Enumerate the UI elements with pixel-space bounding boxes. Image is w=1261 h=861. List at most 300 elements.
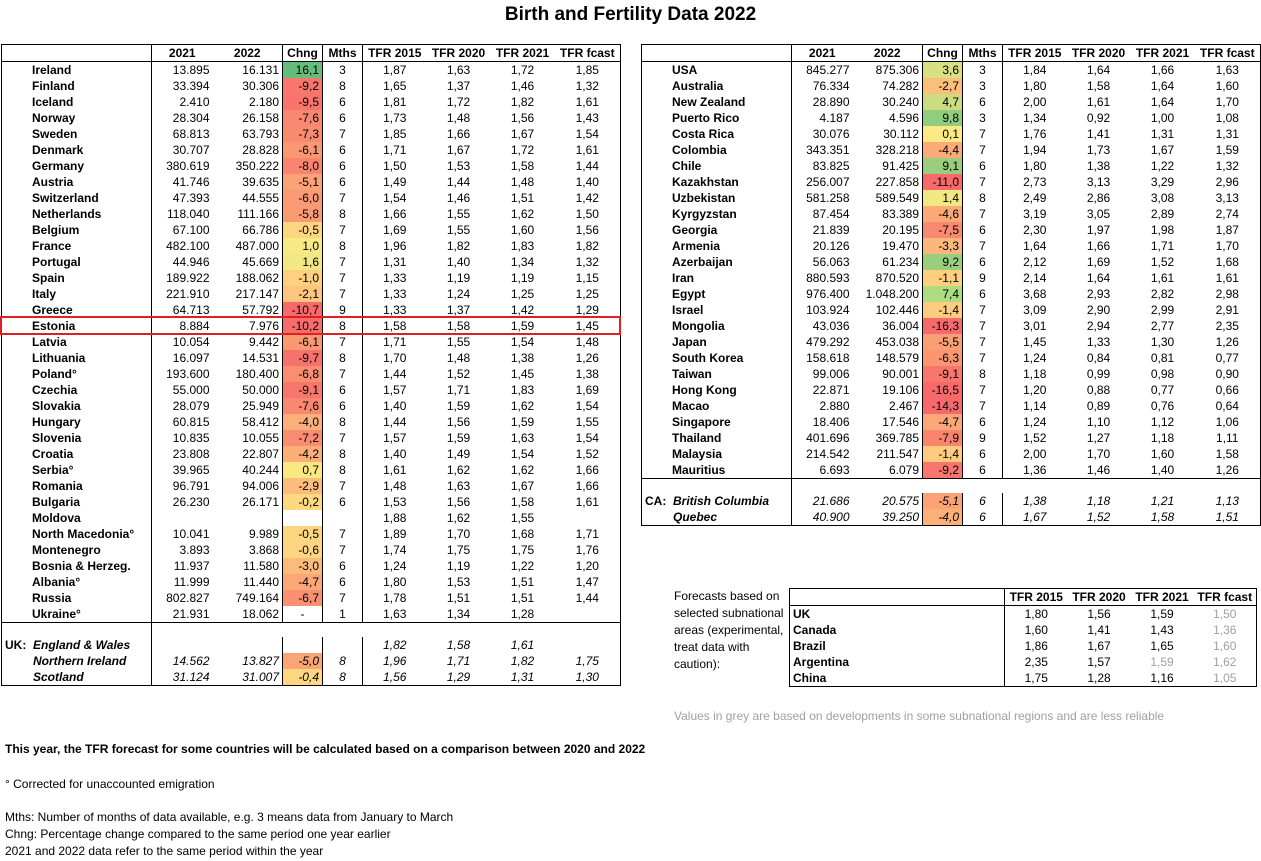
tfr-forecast: 1,87 bbox=[1195, 222, 1261, 238]
tfr-2015: 1,49 bbox=[383, 175, 407, 189]
country-label: Serbia° bbox=[32, 463, 74, 477]
country-label: Mongolia bbox=[672, 319, 725, 333]
value-2022: 2.467 bbox=[853, 398, 923, 414]
value-2022: 2.180 bbox=[213, 94, 283, 110]
table-row bbox=[642, 254, 1261, 270]
country-label: Armenia bbox=[672, 239, 721, 253]
value-2022: 31.007 bbox=[213, 669, 283, 686]
country-name bbox=[2, 558, 152, 574]
spacer-cell bbox=[792, 479, 853, 494]
table-row bbox=[2, 446, 621, 462]
months-cell: 7 bbox=[963, 238, 1003, 254]
tfr-2015: 1,50 bbox=[383, 159, 407, 173]
tfr-2020: 1,82 bbox=[446, 239, 471, 253]
tfr-2015: 1,89 bbox=[383, 527, 407, 541]
table-row bbox=[2, 286, 621, 302]
tfr-2020: 1,49 bbox=[446, 447, 471, 461]
tfr-forecast: 1,44 bbox=[555, 158, 621, 174]
tfr-forecast: 1,62 bbox=[1194, 654, 1257, 670]
change-cell: -7,6 bbox=[283, 110, 323, 126]
table-row bbox=[2, 270, 621, 286]
column-header: TFR 2021 bbox=[491, 45, 555, 62]
country-name bbox=[642, 158, 792, 174]
tfr-2020: 1,37 bbox=[446, 303, 471, 317]
country-name bbox=[642, 142, 792, 158]
country-label: Thailand bbox=[672, 431, 722, 445]
table-row bbox=[2, 414, 621, 430]
country-label: New Zealand bbox=[672, 95, 746, 109]
tfr-2020: 1,24 bbox=[446, 287, 471, 301]
table-row bbox=[642, 509, 1261, 526]
change-cell: -6,1 bbox=[283, 334, 323, 350]
tfr-2021: 1,61 bbox=[510, 638, 535, 652]
value-2021: 28.079 bbox=[172, 399, 210, 413]
tfr-2021: 1,19 bbox=[510, 271, 535, 285]
spacer-cell bbox=[963, 479, 1003, 494]
tfr-2015: 1,24 bbox=[1023, 351, 1047, 365]
tfr-2020: 1,56 bbox=[446, 415, 471, 429]
tfr-2020: 1,55 bbox=[446, 223, 471, 237]
table-row bbox=[642, 222, 1261, 238]
country-name bbox=[642, 254, 792, 270]
tfr-2021: 1,48 bbox=[510, 175, 535, 189]
country-label: North Macedonia° bbox=[32, 527, 135, 541]
country-name bbox=[2, 110, 152, 126]
tfr-2015: 1,54 bbox=[383, 191, 407, 205]
tfr-2015: 1,20 bbox=[1023, 383, 1047, 397]
months-cell: 7 bbox=[963, 126, 1003, 142]
tfr-forecast: 1,50 bbox=[555, 206, 621, 222]
table-row bbox=[2, 462, 621, 478]
table-row bbox=[642, 334, 1261, 350]
change-cell: -16,3 bbox=[923, 318, 963, 334]
tfr-2021: 1,59 bbox=[1150, 655, 1174, 669]
tfr-2020: 1,18 bbox=[1086, 494, 1111, 508]
tfr-2020: 1,55 bbox=[446, 207, 471, 221]
change-cell: -6,7 bbox=[283, 590, 323, 606]
table-row bbox=[2, 510, 621, 526]
country-name bbox=[2, 606, 152, 623]
tfr-2015: 1,71 bbox=[383, 335, 407, 349]
value-2021: 13.895 bbox=[172, 63, 210, 77]
country-label: Chile bbox=[672, 159, 702, 173]
months-cell: 6 bbox=[963, 446, 1003, 462]
value-2021: 581.258 bbox=[806, 191, 850, 205]
table-row bbox=[790, 638, 1257, 654]
tfr-2015: 1,69 bbox=[383, 223, 407, 237]
value-2021: 10.835 bbox=[172, 431, 210, 445]
value-2022: 39.250 bbox=[853, 509, 923, 526]
table-row bbox=[2, 350, 621, 366]
country-name bbox=[2, 637, 152, 653]
country-name bbox=[642, 126, 792, 142]
change-cell bbox=[283, 637, 323, 653]
tfr-2021: 1,63 bbox=[510, 431, 535, 445]
months-cell: 6 bbox=[963, 254, 1003, 270]
tfr-2015: 1,87 bbox=[383, 63, 407, 77]
tfr-forecast: 1,30 bbox=[555, 669, 621, 686]
tfr-2015: 2,00 bbox=[1023, 447, 1047, 461]
table-row bbox=[642, 286, 1261, 302]
country-name bbox=[2, 238, 152, 254]
spacer-cell bbox=[323, 623, 363, 638]
country-name bbox=[2, 126, 152, 142]
value-2022: 453.038 bbox=[853, 334, 923, 350]
value-2021: 40.900 bbox=[792, 509, 853, 526]
tfr-2021: 1,83 bbox=[510, 239, 535, 253]
months-cell: 7 bbox=[323, 526, 363, 542]
header-row bbox=[642, 45, 1261, 62]
tfr-2020: 1,48 bbox=[446, 111, 471, 125]
tfr-2020: 1,41 bbox=[1086, 127, 1111, 141]
tfr-2015: 1,65 bbox=[383, 79, 407, 93]
tfr-2021: 1,28 bbox=[510, 607, 535, 621]
change-cell: -2,9 bbox=[283, 478, 323, 494]
tfr-forecast: 1,47 bbox=[555, 574, 621, 590]
country-name bbox=[642, 366, 792, 382]
country-name bbox=[2, 462, 152, 478]
tfr-2020: 1,46 bbox=[1086, 463, 1111, 477]
tfr-2021: 1,58 bbox=[1131, 509, 1195, 526]
column-header: TFR 2015 bbox=[1005, 589, 1068, 606]
tfr-2021: 1,43 bbox=[1150, 623, 1174, 637]
column-header bbox=[642, 45, 792, 62]
value-2021: 23.808 bbox=[172, 447, 210, 461]
country-name bbox=[642, 222, 792, 238]
change-cell: -4,2 bbox=[283, 446, 323, 462]
country-name bbox=[642, 62, 792, 79]
months-cell: 7 bbox=[963, 382, 1003, 398]
value-2021: 41.746 bbox=[172, 175, 210, 189]
column-header: 2021 bbox=[792, 45, 853, 62]
country-label: France bbox=[32, 239, 72, 253]
tfr-2020: 1,64 bbox=[1086, 271, 1111, 285]
table-row bbox=[790, 606, 1257, 623]
table-row bbox=[790, 670, 1257, 687]
country-label: Latvia bbox=[32, 335, 67, 349]
table-row bbox=[2, 126, 621, 142]
value-2022: 30.240 bbox=[853, 94, 923, 110]
tfr-2015: 1,60 bbox=[1024, 623, 1048, 637]
tfr-2021: 1,52 bbox=[1150, 255, 1175, 269]
value-2022: 25.949 bbox=[213, 398, 283, 414]
value-2022: 350.222 bbox=[213, 158, 283, 174]
tfr-2021: 1,55 bbox=[510, 511, 535, 525]
header-row bbox=[790, 589, 1257, 606]
country-label: Norway bbox=[32, 111, 76, 125]
value-2022: 4.596 bbox=[853, 110, 923, 126]
value-2021: 30.707 bbox=[172, 143, 210, 157]
country-label: Ukraine° bbox=[32, 607, 81, 621]
value-2021: 67.100 bbox=[172, 223, 210, 237]
value-2021: 11.999 bbox=[173, 575, 210, 589]
change-cell: -10,7 bbox=[283, 302, 323, 318]
months-cell: 7 bbox=[963, 174, 1003, 190]
change-cell: -4,0 bbox=[283, 414, 323, 430]
spacer-cell bbox=[491, 623, 555, 638]
spacer-cell bbox=[363, 623, 427, 638]
tfr-2021: 1,75 bbox=[510, 543, 535, 557]
tfr-forecast bbox=[555, 510, 621, 526]
value-2022: 11.440 bbox=[213, 574, 283, 590]
tfr-2021: 1,60 bbox=[1150, 447, 1175, 461]
value-2022: 20.575 bbox=[853, 493, 923, 509]
tfr-2015: 1,45 bbox=[1023, 335, 1047, 349]
tfr-forecast: 1,20 bbox=[555, 558, 621, 574]
months-cell: 7 bbox=[963, 350, 1003, 366]
value-2022: 749.164 bbox=[213, 590, 283, 606]
change-cell: -1,4 bbox=[923, 446, 963, 462]
tfr-2020: 1,38 bbox=[1086, 159, 1111, 173]
change-cell: -0,2 bbox=[283, 494, 323, 510]
table-row bbox=[642, 366, 1261, 382]
tfr-2015: 1,96 bbox=[383, 654, 407, 668]
tfr-2021: 1,62 bbox=[510, 207, 535, 221]
months-cell: 8 bbox=[323, 350, 363, 366]
tfr-2020: 1,67 bbox=[1087, 639, 1111, 653]
months-cell: 7 bbox=[323, 222, 363, 238]
months-cell: 6 bbox=[323, 110, 363, 126]
tfr-2015: 1,85 bbox=[383, 127, 407, 141]
country-name bbox=[642, 206, 792, 222]
table-row bbox=[642, 446, 1261, 462]
tfr-forecast: 1,75 bbox=[555, 653, 621, 669]
period-note: 2021 and 2022 data refer to the same period within the year bbox=[5, 844, 324, 858]
months-cell: 9 bbox=[963, 430, 1003, 446]
country-name bbox=[2, 653, 152, 669]
value-2022: 328.218 bbox=[853, 142, 923, 158]
tfr-2020: 1,53 bbox=[446, 575, 471, 589]
tfr-2015: 1,66 bbox=[383, 207, 407, 221]
tfr-2021: 2,77 bbox=[1150, 319, 1175, 333]
tfr-2015: 1,64 bbox=[1023, 239, 1047, 253]
table-row bbox=[2, 526, 621, 542]
value-2021: 30.076 bbox=[812, 127, 850, 141]
tfr-2020: 1,56 bbox=[446, 495, 471, 509]
tfr-2020: 1,59 bbox=[446, 431, 471, 445]
value-2021: 33.394 bbox=[172, 79, 210, 93]
tfr-2015: 1,33 bbox=[383, 303, 407, 317]
tfr-2015: 1,80 bbox=[383, 575, 407, 589]
value-2021 bbox=[152, 637, 213, 653]
country-label: USA bbox=[672, 63, 698, 77]
country-name bbox=[642, 430, 792, 446]
tfr-2021: 1,00 bbox=[1150, 111, 1175, 125]
tfr-forecast: 1,38 bbox=[555, 366, 621, 382]
tfr-forecast: 1,58 bbox=[1195, 446, 1261, 462]
column-header: TFR fcast bbox=[1195, 45, 1261, 62]
months-cell: 3 bbox=[963, 62, 1003, 79]
country-name bbox=[2, 206, 152, 222]
change-cell: -0,5 bbox=[283, 526, 323, 542]
tfr-2020: 1,70 bbox=[1086, 447, 1111, 461]
table-row bbox=[642, 190, 1261, 206]
tfr-2020: 1,19 bbox=[446, 559, 471, 573]
country-name bbox=[2, 590, 152, 606]
tfr-forecast: 3,13 bbox=[1195, 190, 1261, 206]
tfr-2015: 2,12 bbox=[1023, 255, 1047, 269]
tfr-2020: 1,58 bbox=[446, 319, 471, 333]
value-2021: 16.097 bbox=[172, 351, 210, 365]
tfr-forecast: 1,29 bbox=[555, 302, 621, 318]
tfr-2020: 1,41 bbox=[1087, 623, 1111, 637]
tfr-forecast: 2,96 bbox=[1195, 174, 1261, 190]
change-cell: -0,4 bbox=[283, 669, 323, 686]
tfr-forecast: 1,61 bbox=[1195, 270, 1261, 286]
country-label: Finland bbox=[32, 79, 75, 93]
value-2022: 217.147 bbox=[213, 286, 283, 302]
country-name bbox=[642, 302, 792, 318]
country-name bbox=[2, 78, 152, 94]
value-2022: 870.520 bbox=[853, 270, 923, 286]
value-2021: 21.686 bbox=[812, 494, 850, 508]
country-name bbox=[2, 382, 152, 398]
country-label: Scotland bbox=[33, 670, 84, 684]
spacer-cell bbox=[853, 479, 923, 494]
tfr-2020: 1,56 bbox=[1087, 607, 1111, 621]
country-name bbox=[642, 78, 792, 94]
tfr-2020: 1,28 bbox=[1068, 670, 1131, 687]
column-header: 2021 bbox=[152, 45, 213, 62]
tfr-forecast: 1,59 bbox=[1195, 142, 1261, 158]
tfr-forecast: 1,70 bbox=[1195, 238, 1261, 254]
value-2022: 875.306 bbox=[853, 62, 923, 79]
tfr-2015: 1,24 bbox=[1023, 415, 1047, 429]
months-cell: 7 bbox=[963, 318, 1003, 334]
tfr-2015: 3,68 bbox=[1023, 287, 1047, 301]
value-2021: 68.813 bbox=[172, 127, 210, 141]
tfr-2015: 1,96 bbox=[383, 239, 407, 253]
tfr-2015: 1,61 bbox=[383, 463, 407, 477]
tfr-2021: 1,58 bbox=[510, 495, 535, 509]
change-cell: -7,6 bbox=[283, 398, 323, 414]
country-name bbox=[2, 318, 152, 334]
spacer-row bbox=[642, 479, 1261, 494]
tfr-forecast: 2,91 bbox=[1195, 302, 1261, 318]
tfr-2020: 1,19 bbox=[446, 271, 471, 285]
column-header: TFR 2020 bbox=[1067, 45, 1131, 62]
change-cell: -4,7 bbox=[283, 574, 323, 590]
tfr-2021: 1,67 bbox=[510, 127, 535, 141]
spacer-cell bbox=[1195, 479, 1261, 494]
tfr-2015: 1,81 bbox=[383, 95, 407, 109]
tfr-2020: 1,66 bbox=[1086, 239, 1111, 253]
change-cell: 7,4 bbox=[923, 286, 963, 302]
table-row bbox=[2, 653, 621, 669]
tfr-2020: 2,93 bbox=[1086, 287, 1111, 301]
column-header: TFR 2015 bbox=[1003, 45, 1067, 62]
change-cell: -0,6 bbox=[283, 542, 323, 558]
tfr-2021: 1,31 bbox=[1150, 127, 1175, 141]
table-row bbox=[2, 238, 621, 254]
change-cell: -7,2 bbox=[283, 430, 323, 446]
table-row bbox=[2, 494, 621, 510]
tfr-forecast: 1,15 bbox=[555, 270, 621, 286]
country-label: Netherlands bbox=[32, 207, 102, 221]
tfr-2021: 0,76 bbox=[1150, 399, 1175, 413]
change-cell: -5,0 bbox=[283, 653, 323, 669]
country-label: Bulgaria bbox=[32, 495, 81, 509]
country-name bbox=[642, 334, 792, 350]
value-2021: 11.937 bbox=[173, 559, 210, 573]
country-label: Colombia bbox=[672, 143, 727, 157]
change-cell: -4,7 bbox=[923, 414, 963, 430]
country-name bbox=[642, 174, 792, 190]
tfr-2021: 2,89 bbox=[1150, 207, 1175, 221]
tfr-2021: 0,98 bbox=[1150, 367, 1175, 381]
tfr-forecast: 1,48 bbox=[555, 334, 621, 350]
tfr-2021: 1,46 bbox=[510, 79, 535, 93]
months-cell: 9 bbox=[323, 302, 363, 318]
value-2022: 111.166 bbox=[213, 206, 283, 222]
country-label: Kyrgyzstan bbox=[672, 207, 737, 221]
change-cell: -9,5 bbox=[283, 94, 323, 110]
months-cell: 8 bbox=[323, 462, 363, 478]
value-2021: 3.893 bbox=[179, 543, 210, 557]
tfr-2021: 1,82 bbox=[510, 95, 535, 109]
change-cell: -9,2 bbox=[923, 462, 963, 479]
table-row bbox=[2, 558, 621, 574]
value-2022: 94.006 bbox=[213, 478, 283, 494]
value-2021: 6.693 bbox=[819, 463, 850, 477]
table-row bbox=[642, 493, 1261, 509]
value-2022: 3.868 bbox=[213, 542, 283, 558]
table-row bbox=[2, 142, 621, 158]
change-cell: 0,7 bbox=[283, 462, 323, 478]
country-label: Portugal bbox=[32, 255, 81, 269]
value-2022: 148.579 bbox=[853, 350, 923, 366]
value-2021: 479.292 bbox=[806, 335, 850, 349]
tfr-2020: 1,63 bbox=[446, 479, 471, 493]
tfr-2015: 3,09 bbox=[1023, 303, 1047, 317]
change-cell: -1,0 bbox=[283, 270, 323, 286]
tfr-2020: 0,88 bbox=[1086, 383, 1111, 397]
tfr-2020: 1,71 bbox=[446, 383, 471, 397]
table-row bbox=[2, 382, 621, 398]
tfr-2015: 1,14 bbox=[1023, 399, 1047, 413]
country-name bbox=[2, 574, 152, 590]
value-2021: 976.400 bbox=[806, 287, 850, 301]
months-cell: 6 bbox=[323, 158, 363, 174]
tfr-2020: 1,57 bbox=[1087, 655, 1111, 669]
country-label: Taiwan bbox=[672, 367, 712, 381]
country-name bbox=[2, 174, 152, 190]
tfr-2020: 2,90 bbox=[1086, 303, 1111, 317]
country-name: Argentina bbox=[790, 654, 1005, 670]
tfr-forecast: 1,63 bbox=[1195, 62, 1261, 79]
tfr-2020: 1,70 bbox=[446, 527, 471, 541]
spacer-cell bbox=[1131, 479, 1195, 494]
tfr-2015: 1,74 bbox=[383, 543, 407, 557]
change-cell: -0,5 bbox=[283, 222, 323, 238]
months-cell: 6 bbox=[323, 382, 363, 398]
table-row bbox=[2, 669, 621, 686]
country-name bbox=[642, 94, 792, 110]
tfr-2021: 1,64 bbox=[1150, 95, 1175, 109]
value-2022: 63.793 bbox=[213, 126, 283, 142]
table-row bbox=[2, 94, 621, 110]
months-cell: 7 bbox=[963, 334, 1003, 350]
tfr-2015: 2,73 bbox=[1023, 175, 1047, 189]
tfr-2020: 1,71 bbox=[446, 654, 471, 668]
months-cell: 7 bbox=[323, 334, 363, 350]
spacer-row bbox=[2, 623, 621, 638]
tfr-2021: 1,60 bbox=[510, 223, 535, 237]
months-cell: 6 bbox=[323, 574, 363, 590]
tfr-forecast: 1,32 bbox=[1195, 158, 1261, 174]
tfr-2020: 1,40 bbox=[446, 255, 471, 269]
tfr-forecast: 1,61 bbox=[555, 494, 621, 510]
